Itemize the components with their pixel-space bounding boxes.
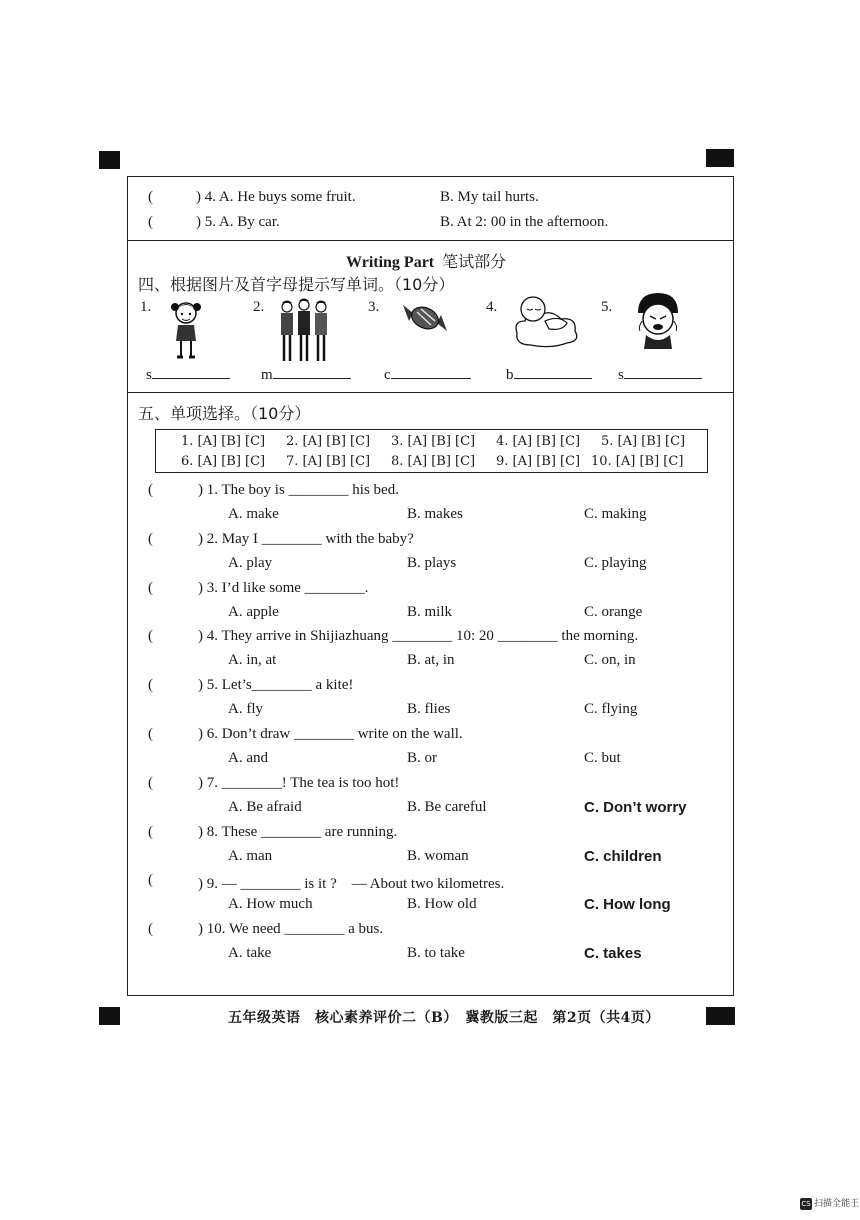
section5-heading: 五、单项选择。（10分）: [138, 404, 311, 423]
answer-sheet-item[interactable]: 1. [A] [B] [C]: [181, 434, 266, 449]
answer-sheet-item[interactable]: 8. [A] [B] [C]: [391, 454, 476, 469]
option-b: B. or: [407, 750, 437, 766]
picture-number: 5.: [601, 299, 613, 315]
scanner-watermark: [800, 1196, 859, 1210]
listening-option-b: B. At 2: 00 in the afternoon.: [440, 214, 609, 230]
answer-line: [391, 378, 471, 379]
page-footer: 五年级英语 核心素养评价二（B） 冀教版三起 第2页（共4页）: [228, 1010, 660, 1026]
option-c: C. flying: [584, 701, 638, 718]
watermark-text: 扫描全能王: [814, 1199, 860, 1209]
answer-sheet-item[interactable]: 6. [A] [B] [C]: [181, 454, 266, 469]
option-b: B. makes: [407, 506, 463, 522]
picture-number: 2.: [253, 299, 265, 315]
question-stem: ) 10. We need ________ a bus.: [198, 921, 384, 938]
writing-part-title-en: Writing Part: [346, 254, 435, 271]
answer-paren: (: [148, 628, 153, 645]
answer-sheet: [155, 429, 708, 473]
answer-paren: (: [148, 530, 153, 547]
crying-icon: [628, 291, 686, 351]
section4-heading: 四、根据图片及首字母提示写单词。（10分）: [138, 275, 455, 294]
answer-paren: (: [148, 823, 153, 840]
option-c: C. children: [584, 847, 662, 865]
option-b: B. Be careful: [407, 798, 487, 815]
answer-paren: (: [148, 677, 153, 694]
picture-number: 4.: [486, 299, 498, 315]
option-c: C. How long: [584, 896, 671, 914]
listening-option-b: B. My tail hurts.: [440, 189, 539, 205]
option-a: A. fly: [228, 701, 263, 718]
answer-paren: (: [148, 921, 153, 938]
answer-line: [152, 378, 230, 379]
question-stem: ) 6. Don’t draw ________ write on the wall.: [198, 726, 463, 742]
question-stem: ) 9. — ________ is it ? — About two kilometres.: [198, 876, 505, 893]
answer-line: [273, 378, 351, 379]
candy-icon: [401, 299, 449, 337]
option-b: B. at, in: [407, 652, 455, 669]
answer-sheet-item[interactable]: 9. [A] [B] [C]: [496, 454, 581, 469]
baby-icon: [511, 291, 583, 349]
question-stem: ) 3. I’d like some ________.: [198, 579, 369, 596]
writing-part-title: [346, 249, 506, 272]
question-stem: ) 8. These ________ are running.: [198, 823, 398, 840]
option-c: C. playing: [584, 554, 647, 571]
listening-question: ) 4. A. He buys some fruit.: [196, 189, 356, 205]
option-a: A. and: [228, 750, 268, 766]
option-a: A. apple: [228, 603, 279, 620]
option-a: A. take: [228, 945, 272, 962]
option-a: A. make: [228, 506, 279, 522]
answer-paren: (: [148, 774, 153, 791]
scanner-logo-icon: CS: [801, 1199, 811, 1208]
picture-number: 1.: [140, 299, 152, 315]
answer-line: [514, 378, 592, 379]
question-stem: ) 4. They arrive in Shijiazhuang ________ 10: 20 ________ the morning.: [198, 628, 639, 645]
answer-sheet-item[interactable]: 7. [A] [B] [C]: [286, 454, 371, 469]
option-b: B. How old: [407, 896, 477, 913]
option-a: A. play: [228, 554, 273, 571]
option-b: B. plays: [407, 554, 457, 571]
option-a: A. How much: [228, 896, 313, 913]
listening-question: ) 5. A. By car.: [196, 214, 280, 230]
answer-sheet-item[interactable]: 3. [A] [B] [C]: [391, 434, 476, 449]
question-stem: ) 7. ________! The tea is too hot!: [198, 774, 400, 791]
answer-paren: (: [148, 579, 153, 596]
girl-icon: [168, 297, 204, 363]
answer-line: [624, 378, 702, 379]
initial-letter: s: [618, 367, 624, 383]
answer-sheet-item[interactable]: 4. [A] [B] [C]: [496, 434, 581, 449]
answer-paren: (: [148, 872, 153, 889]
option-c: C. orange: [584, 603, 643, 620]
answer-paren: (: [148, 214, 153, 230]
registration-mark-top-right: [706, 149, 734, 167]
answer-sheet-item[interactable]: 5. [A] [B] [C]: [601, 434, 686, 449]
exam-frame: [127, 176, 734, 996]
word-blank-3[interactable]: [384, 367, 471, 384]
option-b: B. milk: [407, 603, 453, 620]
word-blank-2[interactable]: [261, 367, 351, 384]
option-b: B. woman: [407, 847, 469, 864]
question-stem: ) 5. Let’s________ a kite!: [198, 677, 354, 694]
answer-paren: (: [148, 482, 153, 498]
answer-sheet-item[interactable]: 2. [A] [B] [C]: [286, 434, 371, 449]
option-c: C. takes: [584, 945, 642, 963]
initial-letter: c: [384, 367, 391, 383]
word-blank-4[interactable]: [506, 367, 592, 384]
divider: [128, 240, 733, 241]
divider: [128, 392, 733, 393]
word-blank-1[interactable]: [146, 367, 230, 384]
writing-part-title-cn: 笔试部分: [442, 252, 507, 271]
option-b: B. flies: [407, 701, 451, 718]
option-c: C. making: [584, 506, 647, 522]
registration-mark-top-left: [99, 151, 120, 169]
question-stem: ) 2. May I ________ with the baby?: [198, 530, 414, 547]
option-c: C. on, in: [584, 652, 636, 669]
word-blank-5[interactable]: [618, 367, 702, 384]
initial-letter: b: [506, 367, 514, 383]
answer-paren: (: [148, 726, 153, 742]
option-a: A. man: [228, 847, 273, 864]
question-stem: ) 1. The boy is ________ his bed.: [198, 482, 399, 498]
registration-mark-bottom-left: [99, 1007, 120, 1025]
registration-mark-bottom-right: [706, 1007, 735, 1025]
option-c: C. but: [584, 750, 621, 766]
initial-letter: s: [146, 367, 152, 383]
option-a: A. in, at: [228, 652, 277, 669]
option-a: A. Be afraid: [228, 798, 302, 815]
answer-paren: (: [148, 189, 153, 205]
initial-letter: m: [261, 367, 273, 383]
option-b: B. to take: [407, 945, 465, 962]
men-icon: [276, 297, 334, 365]
picture-number: 3.: [368, 299, 380, 315]
answer-sheet-item[interactable]: 10. [A] [B] [C]: [591, 454, 684, 469]
option-c: C. Don’t worry: [584, 798, 687, 816]
